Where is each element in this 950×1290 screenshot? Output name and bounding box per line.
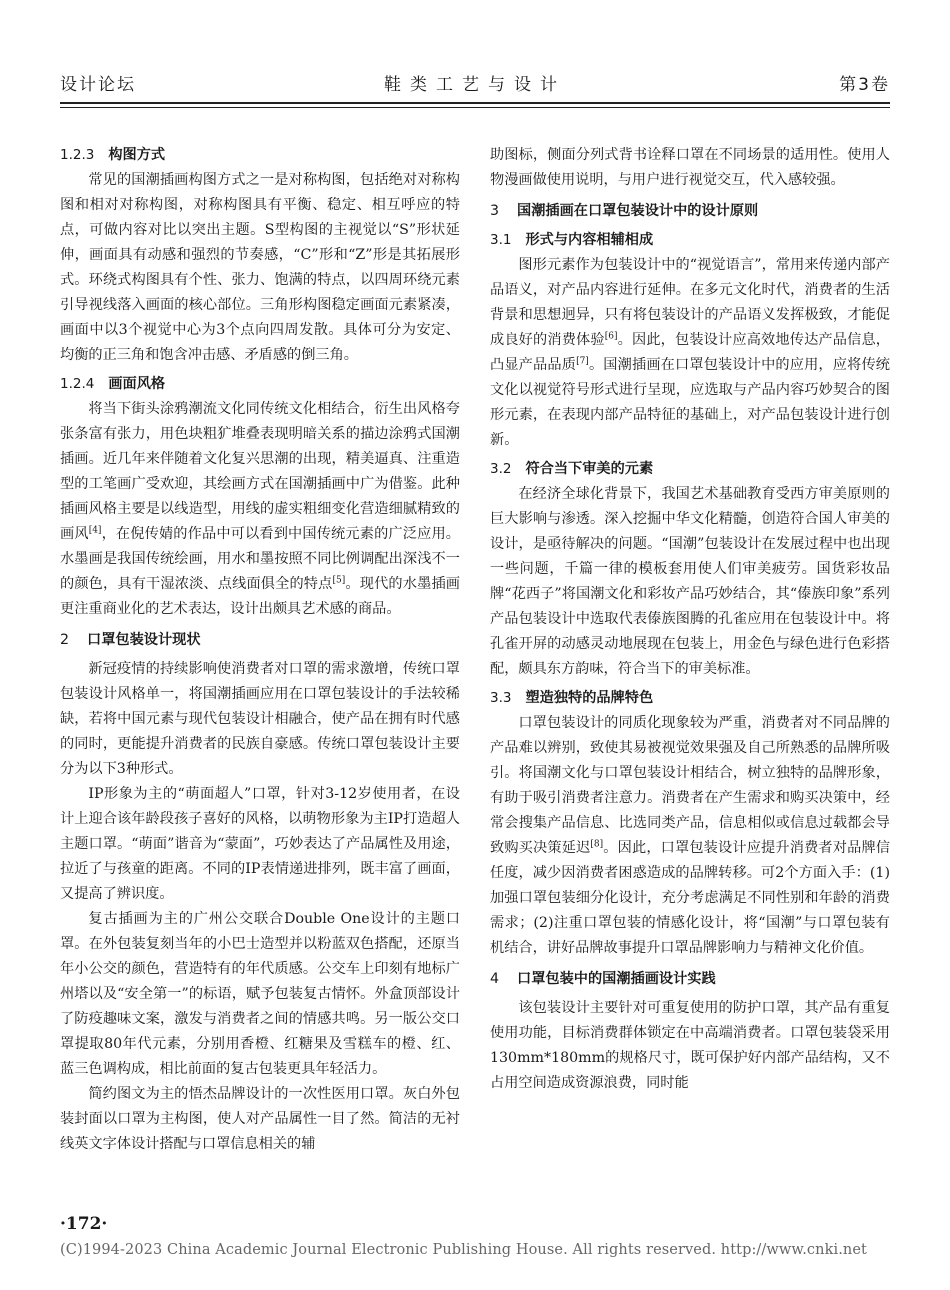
paragraph: IP形象为主的“萌面超人”口罩，针对3-12岁使用者，在设计上迎合该年龄段孩子喜好的风格，以萌物形象为主IP打造超人主题口罩。“萌面”谐音为“蒙面”，巧妙表达了产品属性及用途，拉近了与孩童的距离。不同的IP表情递进排列，既丰富了画面，又提高了辨识度。 (60, 786, 460, 902)
text-run: 口罩包装设计的同质化现象较为严重，消费者对不同品牌的产品难以辨别，致使其易被视觉效果强及自己所熟悉的品牌所吸引。将国潮文化与口罩包装设计相结合，树立独特的品牌形象，有助于吸引消费者注意力。消费者在产生需求和购买决策中，经常会搜集产品信息、比选同类产品，信息相似或信息过载都会导致购买决策延迟 (490, 715, 890, 856)
citation-5[interactable]: [5] (332, 575, 346, 586)
section-number: 3.2 (490, 461, 512, 477)
section-title: 形式与内容相辅相成 (525, 232, 654, 248)
section-title: 口罩包装中的国潮插画设计实践 (517, 971, 716, 987)
paragraph: 新冠疫情的持续影响使消费者对口罩的需求激增，传统口罩包装设计风格单一，将国潮插画应用在口罩包装设计的手法较稀缺，若将中国元素与现代包装设计相融合，使产品在拥有时代感的同时，更能提升消费者的民族自豪感。传统口罩包装设计主要分为以下3种形式。 (60, 661, 460, 777)
section-number: 3.3 (490, 690, 512, 706)
section-title: 国潮插画在口罩包装设计中的设计原则 (517, 203, 759, 219)
section-4-heading (490, 967, 890, 992)
citation-6[interactable]: [6] (604, 331, 618, 342)
header-section-label: 设计论坛 (60, 75, 136, 95)
section-title: 画面风格 (108, 376, 166, 392)
journal-title: 鞋类工艺与设计 (384, 75, 566, 95)
paragraph-continued: 助图标，侧面分列式背书诠释口罩在不同场景的适用性。使用人物漫画做使用说明，与用户进行视觉交互，代入感较强。 (490, 147, 890, 188)
paragraph: 在经济全球化背景下，我国艺术基础教育受西方审美原则的巨大影响与渗透。深入挖掘中华文化精髓，创造符合国人审美的设计，是亟待解决的问题。“国潮”包装设计在发展过程中也出现一些问题，千篇一律的模板套用使人们审美疲劳。国货彩妆品牌“花西子”将国潮文化和彩妆产品巧妙结合，其“傣族印象”系列产品包装设计中选取代表傣族图腾的孔雀应用在包装设计中。将孔雀开屏的动感灵动地展现在包装上，用金色与绿色进行色彩搭配，颇具东方韵味，符合当下的审美标准。 (490, 486, 890, 677)
text-run: 将当下街头涂鸦潮流文化同传统文化相结合，衍生出风格夸张条富有张力，用色块粗犷堆叠表现明暗关系的描边涂鸦式国潮插画。近几年来伴随着文化复兴思潮的出现，精美逼真、注重造型的工笔画广受欢迎，其绘画方式在国潮插画中广为借鉴。此种插画风格主要是以线造型，用线的虚实粗细变化营造细腻精致的画风 (60, 401, 460, 542)
left-column (60, 143, 460, 1157)
volume-label: 第3卷 (839, 75, 890, 95)
header-rule-thin (60, 107, 890, 108)
section-1-2-3-heading (60, 143, 460, 168)
section-number: 1.2.4 (60, 376, 95, 392)
section-number: 1.2.3 (60, 147, 95, 163)
paragraph (60, 397, 460, 622)
text-run: 。因此，口罩包装设计应提升消费者对品牌信任度，减少因消费者困惑造成的品牌转移。可2个方面入手：(1)加强口罩包装细分化设计，充分考虑满足不同性别和年龄的消费需求；(2)注重口罩包装的情感化设计，将“国潮”与口罩包装有机结合，讲好品牌故事提升口罩品牌影响力与精神文化价值。 (490, 840, 890, 956)
page-number: ·172· (60, 1214, 108, 1234)
section-number: 2 (60, 632, 70, 648)
section-title: 符合当下审美的元素 (525, 461, 654, 477)
citation-8[interactable]: [8] (590, 839, 604, 850)
section-3-2-heading (490, 457, 890, 482)
section-title: 口罩包装设计现状 (87, 632, 201, 648)
text-run: 图形元素作为包装设计中的“视觉语言”，常用来传递内部产品语义，对产品内容进行延伸。在多元文化时代，消费者的生活背景和思想迥异，只有将包装设计的产品语义发挥极致，才能促成良好的消费体验 (490, 257, 890, 348)
text-run: 。因此，包装设计应高效地传达产品信息，凸显产品品质 (490, 332, 890, 373)
section-number: 3.1 (490, 232, 512, 248)
paragraph (490, 711, 890, 961)
running-header (60, 70, 890, 104)
citation-7[interactable]: [7] (576, 356, 589, 367)
section-2-heading (60, 628, 460, 653)
right-column (490, 143, 890, 1096)
copyright-footer: (C)1994-2023 China Academic Journal Electronic Publishing House. All rights reserved. http://www.cnki.net (60, 1242, 867, 1258)
citation-4[interactable]: [4] (88, 525, 102, 536)
section-number: 3 (490, 203, 500, 219)
paragraph: 常见的国潮插画构图方式之一是对称构图，包括绝对对称构图和相对对称构图，对称构图具有平衡、稳定、相互呼应的特点，可做内容对比以突出主题。S型构图的主视觉以“S”形状延伸，画面具有动感和强烈的节奏感，“C”形和“Z”形是其拓展形式。环绕式构图具有个性、张力、饱满的特点，以四周环绕元素引导视线落入画面的核心部位。三角形构图稳定画面元素紧凑，画面中以3个视觉中心为3个点向四周发散。具体可分为安定、均衡的正三角和饱含冲击感、矛盾感的倒三角。 (60, 172, 460, 363)
paragraph: 复古插画为主的广州公交联合Double One设计的主题口罩。在外包装复刻当年的小巴士造型并以粉蓝双色搭配，还原当年小公交的颜色，营造特有的年代质感。公交车上印刻有地标广州塔以及“安全第一”的标语，赋予包装复古情怀。外盒顶部设计了防疫趣味文案，激发与消费者之间的情感共鸣。另一版公交口罩提取80年代元素，分别用香橙、红糖果及雪糕车的橙、红、蓝三色调构成，相比前面的复古包装更具年轻活力。 (60, 911, 460, 1077)
section-title: 塑造独特的品牌特色 (525, 690, 654, 706)
section-3-3-heading (490, 686, 890, 711)
paragraph (490, 253, 890, 453)
section-3-heading (490, 199, 890, 224)
section-1-2-4-heading (60, 372, 460, 397)
paragraph: 该包装设计主要针对可重复使用的防护口罩，其产品有重复使用功能，目标消费群体锁定在中高端消费者。口罩包装袋采用130mm*180mm的规格尺寸，既可保护好内部产品结构，又不占用空间造成资源浪费，同时能 (490, 1000, 890, 1091)
text-run: 。现代的水墨插画更注重商业化的艺术表达，设计出颇具艺术感的商品。 (60, 576, 460, 617)
paragraph: 简约图文为主的悟杰品牌设计的一次性医用口罩。灰白外包装封面以口罩为主构图，使人对产品属性一目了然。简洁的无衬线英文字体设计搭配与口罩信息相关的辅 (60, 1086, 460, 1152)
section-number: 4 (490, 971, 500, 987)
section-3-1-heading (490, 228, 890, 253)
text-run: 。国潮插画在口罩包装设计中的应用，应将传统文化以视觉符号形式进行呈现，应选取与产品内容巧妙契合的图形元素，在表现内部产品特征的基础上，对产品包装设计进行创新。 (490, 357, 890, 448)
text-run: ，在倪传婧的作品中可以看到中国传统元素的广泛应用。水墨画是我国传统绘画，用水和墨按照不同比例调配出深浅不一的颜色，具有干湿浓淡、点线面俱全的特点 (60, 526, 460, 592)
header-rule-thick (60, 102, 890, 104)
section-title: 构图方式 (108, 147, 166, 163)
